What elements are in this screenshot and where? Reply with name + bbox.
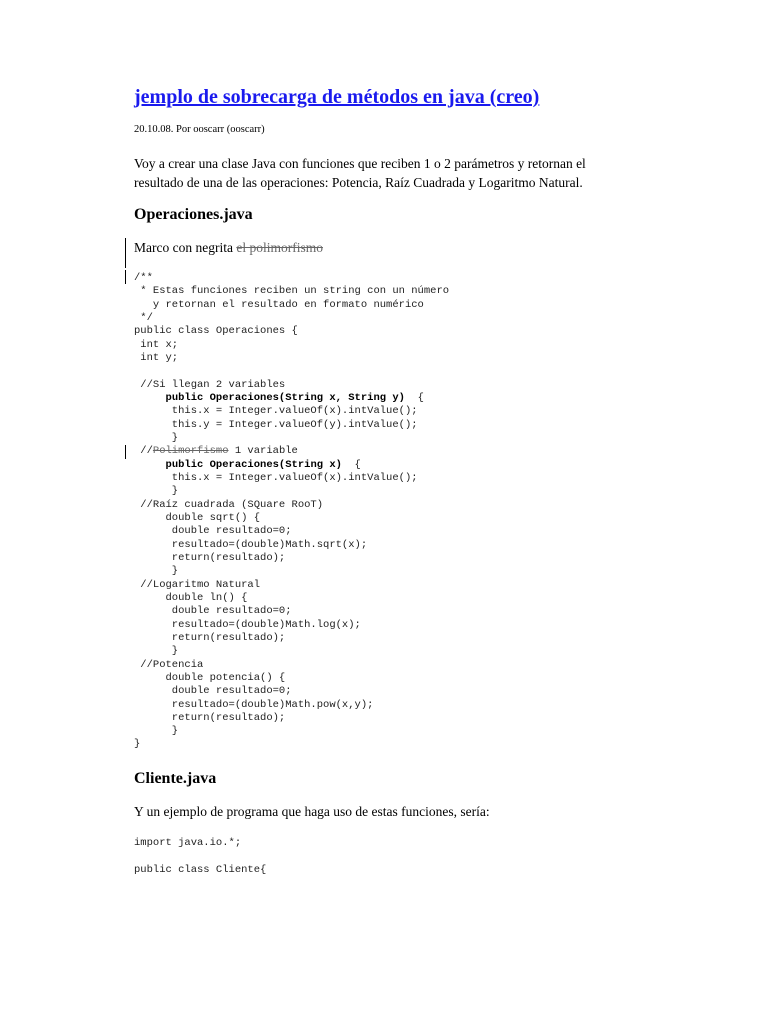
note-text: Marco con negrita [134, 240, 237, 255]
code-line: this.x = Integer.valueOf(x).intValue(); [134, 471, 418, 484]
code-bold-fragment: public Operaciones(String x, String y) [165, 391, 405, 404]
code-line: this.y = Integer.valueOf(y).intValue(); [134, 418, 418, 431]
code-line: //Si llegan 2 variables [134, 378, 286, 391]
article-intro: Voy a crear una clase Java con funciones que reciben 1 o 2 parámetros y retornan el resultado de una de las operaciones: Potencia, Raíz Cuadrada y Logaritmo Natural. [134, 156, 586, 190]
code-line: import java.io.*; [134, 837, 242, 849]
code-line: } [134, 485, 179, 498]
note-line [134, 240, 323, 256]
change-bar [125, 238, 126, 268]
code-line: /** [134, 272, 153, 284]
code-line: return(resultado); [134, 711, 286, 724]
heading-cliente: Cliente.java [134, 770, 217, 787]
note-struck-text: el polimorfismo [236, 240, 323, 255]
change-bar [125, 445, 126, 459]
code-fragment [134, 392, 166, 404]
code-line: } [134, 431, 179, 444]
code-line: resultado=(double)Math.sqrt(x); [134, 538, 368, 551]
code-line [134, 392, 449, 405]
code-line: //Raíz cuadrada (SQuare RooT) [134, 498, 324, 511]
code-fragment: { [341, 458, 361, 471]
code-line [134, 850, 266, 863]
code-line: int x; [134, 338, 179, 351]
code-line: public class Cliente{ [134, 863, 267, 876]
code-line: //Potencia [134, 658, 204, 671]
code-line: } [134, 725, 179, 738]
code-line: return(resultado); [134, 551, 286, 564]
code-line [134, 365, 449, 378]
article-meta: 20.10.08. Por ooscarr (ooscarr) [134, 124, 265, 135]
code-block-cliente [134, 837, 266, 877]
article-title-link[interactable]: jemplo de sobrecarga de métodos en java (creo) [134, 86, 540, 108]
code-line [134, 459, 449, 472]
code-line: resultado=(double)Math.pow(x,y); [134, 698, 374, 711]
code-line: } [134, 738, 141, 751]
change-bar [125, 270, 126, 284]
code-line: double resultado=0; [134, 605, 292, 618]
code-line: resultado=(double)Math.log(x); [134, 618, 361, 631]
code-fragment: { [404, 391, 424, 404]
code-line: public class Operaciones { [134, 325, 298, 338]
code-line: */ [134, 311, 153, 324]
code-line: double potencia() { [134, 671, 286, 684]
code-line: y retornan el resultado en formato numérico [134, 298, 424, 311]
code-block-operaciones [134, 272, 449, 752]
code-line: int y; [134, 351, 179, 364]
code-line [134, 445, 449, 458]
code-line: double sqrt() { [134, 511, 261, 524]
code-line: return(resultado); [134, 631, 286, 644]
code-line: } [134, 645, 179, 658]
code-fragment [134, 459, 166, 471]
code-line: this.x = Integer.valueOf(x).intValue(); [134, 405, 418, 418]
code-line: //Logaritmo Natural [134, 578, 261, 591]
cliente-description: Y un ejemplo de programa que haga uso de estas funciones, sería: [134, 804, 490, 819]
heading-operaciones: Operaciones.java [134, 206, 253, 223]
code-struck-fragment: Polimorfismo [152, 445, 229, 458]
code-fragment: 1 variable [228, 445, 298, 458]
code-fragment: // [134, 445, 153, 458]
code-line: double resultado=0; [134, 685, 292, 698]
code-line: } [134, 565, 179, 578]
code-line: double ln() { [134, 591, 248, 604]
code-line: double resultado=0; [134, 525, 292, 538]
code-line: * Estas funciones reciben un string con un número [134, 285, 450, 298]
code-bold-fragment: public Operaciones(String x) [165, 458, 342, 471]
